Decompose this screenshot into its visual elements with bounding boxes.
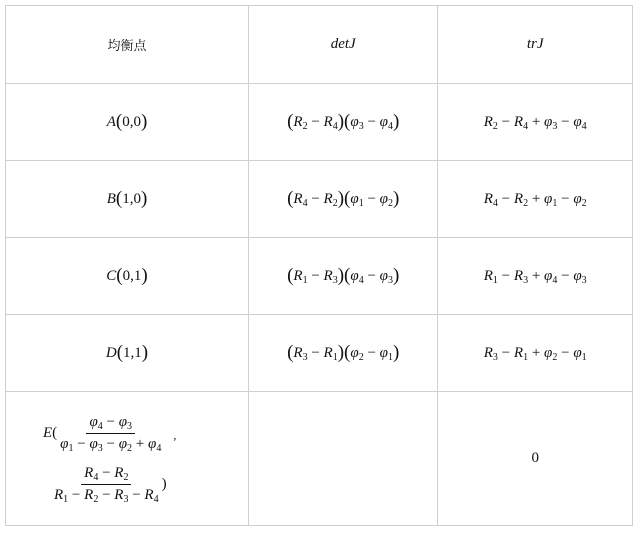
tr-c-formula: $R_1 - R_3 + \varphi_4 - \varphi_3$ (438, 238, 633, 315)
equilibrium-table (5, 5, 633, 526)
point-c-coords: 0,1 (122, 268, 142, 284)
point-e-label: E (43, 424, 53, 441)
tr-b-formula: $R_4 - R_2 + \varphi_1 - \varphi_2$ (438, 161, 633, 238)
header-tr-j: trJ (438, 6, 633, 84)
tr-a-formula: $R_2 - R_4 + \varphi_3 - \varphi_4$ (438, 84, 633, 161)
header-row (6, 6, 633, 84)
e-y-fraction: $\frac{R_4 - R_2}{R_1 - R_2 - R_3 - R_4}$ (54, 464, 159, 505)
det-b-formula: $(R_4 - R_2)(\varphi_1 - \varphi_2)$ (248, 161, 437, 238)
tr-e-value: 0 (438, 392, 633, 526)
det-c-formula: $(R_1 - R_3)(\varphi_4 - \varphi_3)$ (248, 238, 437, 315)
table-row-b (6, 161, 633, 238)
point-a-label: A (106, 114, 116, 130)
point-b-coords: 1,0 (122, 191, 141, 207)
table-row-d (6, 315, 633, 392)
det-a-formula: $(R_2 - R_4)(\varphi_3 - \varphi_4)$ (248, 84, 437, 161)
point-c-cell: C(0,1) (6, 238, 249, 315)
point-a-coords: 0,0 (122, 114, 141, 130)
point-d-label: D (105, 345, 117, 361)
point-c-label: C (106, 268, 117, 284)
e-x-fraction: $\frac{\varphi_4 - \varphi_3}{\varphi_1 - \varphi_3 - \varphi_2 + \varphi_4}$ (60, 413, 162, 454)
tr-d-formula: $R_3 - R_1 + \varphi_2 - \varphi_1$ (438, 315, 633, 392)
table-row-a (6, 84, 633, 161)
point-b-cell: B(1,0) (6, 161, 249, 238)
point-e-formula: E ( $\frac{\varphi_4 - \varphi_3}{\varphi_1 - \varphi_3 - \varphi_2 + \varphi_4}$ , $\frac{R_4 - R_2}{R_1 - R_2 - R_3 - R_4}$ ) (6, 392, 249, 526)
det-d-formula: $(R_3 - R_1)(\varphi_2 - \varphi_1)$ (248, 315, 437, 392)
point-d-coords: 1,1 (123, 345, 142, 361)
point-d-cell: D(1,1) (6, 315, 249, 392)
point-b-label: B (106, 191, 116, 207)
table-row-e (6, 392, 633, 526)
table-row-c (6, 238, 633, 315)
point-a-cell: A(0,0) (6, 84, 249, 161)
det-e-empty-cell (248, 392, 437, 526)
header-equilibrium-point: 均衡点 (6, 6, 249, 84)
header-det-j: detJ (248, 6, 437, 84)
